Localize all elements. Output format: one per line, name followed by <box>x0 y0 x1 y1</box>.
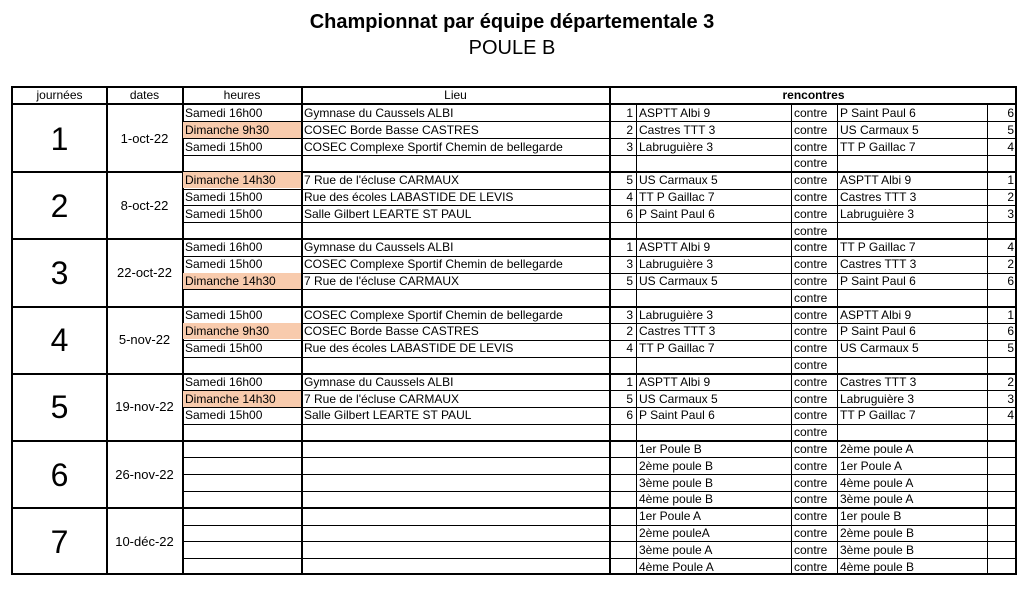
team1-name: Labruguière 3 <box>639 139 714 154</box>
header-lieu: Lieu <box>444 88 467 102</box>
team2-name: Castres TTT 3 <box>840 190 917 204</box>
team2-number: 1 <box>1007 173 1014 188</box>
header-heures: heures <box>223 88 261 102</box>
team1-number: 3 <box>626 307 633 322</box>
match-time: Dimanche 9h30 <box>183 122 301 138</box>
team1-name: 4ème Poule A <box>639 559 714 574</box>
match-time <box>183 559 301 575</box>
match-venue: Rue des écoles LABASTIDE DE LEVIS <box>304 190 514 204</box>
team1-name: 3ème poule B <box>639 475 714 490</box>
team1-number: 6 <box>626 206 633 221</box>
team2-name: P Saint Paul 6 <box>840 324 916 339</box>
team1-name <box>637 424 791 440</box>
team2-number: 6 <box>1007 274 1014 288</box>
team2-number: 3 <box>1007 206 1014 221</box>
match-time <box>183 508 301 524</box>
match-time: Samedi 15h00 <box>185 307 263 322</box>
journee-date: 1-oct-22 <box>120 130 169 146</box>
match-time: Dimanche 9h30 <box>183 323 301 339</box>
contre-label: contre <box>794 257 828 272</box>
contre-label: contre <box>794 358 828 372</box>
header-rencontres: rencontres <box>782 88 845 102</box>
contre-label: contre <box>794 156 828 171</box>
match-time: Samedi 15h00 <box>185 257 263 272</box>
match-time: Dimanche 14h30 <box>183 391 301 407</box>
team2-number: 4 <box>1007 408 1014 423</box>
team2-name <box>838 155 987 171</box>
team1-number: 1 <box>626 374 633 389</box>
contre-label: contre <box>794 509 828 524</box>
team2-name: P Saint Paul 6 <box>840 274 916 288</box>
team2-name: 4ème poule A <box>840 475 914 490</box>
team1-number: 5 <box>626 173 633 188</box>
header-journees: journées <box>36 88 83 102</box>
team2-number <box>988 290 1017 306</box>
team2-name: P Saint Paul 6 <box>840 106 916 120</box>
contre-label: contre <box>794 324 828 339</box>
contre-label: contre <box>794 542 828 557</box>
team2-number: 6 <box>1007 106 1014 120</box>
team1-number <box>610 155 636 171</box>
team1-name: P Saint Paul 6 <box>639 408 715 423</box>
match-venue <box>302 290 609 306</box>
team2-name: 3ème poule A <box>840 492 914 507</box>
team1-name: US Carmaux 5 <box>639 274 718 288</box>
contre-label: contre <box>794 425 828 440</box>
contre-label: contre <box>794 106 828 120</box>
team1-number <box>610 424 636 440</box>
team2-number <box>988 458 1017 474</box>
team2-name: 1er Poule A <box>840 458 903 473</box>
contre-label: contre <box>794 190 828 204</box>
team1-number <box>610 491 636 507</box>
team2-number: 5 <box>1007 341 1014 356</box>
team1-name: US Carmaux 5 <box>639 391 718 406</box>
team2-number <box>988 223 1017 239</box>
team1-name: 1er Poule A <box>639 509 702 524</box>
header-dates: dates <box>129 88 160 102</box>
team1-name: 3ème poule A <box>639 542 713 557</box>
team1-number <box>610 525 636 541</box>
team1-name <box>637 357 791 373</box>
match-venue: COSEC Complexe Sportif Chemin de bellegarde <box>304 257 563 272</box>
match-venue <box>302 559 609 575</box>
contre-label: contre <box>794 223 828 238</box>
team1-number <box>610 559 636 575</box>
match-time: Samedi 15h00 <box>185 341 263 356</box>
contre-label: contre <box>794 122 828 137</box>
team2-name: 4ème poule B <box>840 559 915 574</box>
team2-name: Labruguière 3 <box>840 391 915 406</box>
contre-label: contre <box>794 240 828 255</box>
team2-number: 2 <box>1007 374 1014 389</box>
team2-number: 5 <box>1007 122 1014 137</box>
match-venue <box>302 155 609 171</box>
journee-number: 5 <box>50 389 69 426</box>
team2-number <box>988 475 1017 491</box>
journee-number: 2 <box>50 187 69 224</box>
match-venue: 7 Rue de l'écluse CARMAUX <box>304 391 460 406</box>
team2-name: 2ème poule A <box>840 442 914 456</box>
team2-number: 4 <box>1007 240 1014 255</box>
team1-number <box>610 357 636 373</box>
contre-label: contre <box>794 559 828 574</box>
team1-name: P Saint Paul 6 <box>639 206 715 221</box>
contre-label: contre <box>794 274 828 288</box>
team2-name <box>838 290 987 306</box>
match-venue <box>302 441 609 457</box>
contre-label: contre <box>794 173 828 188</box>
match-time: Samedi 15h00 <box>185 139 263 154</box>
contre-label: contre <box>794 341 828 356</box>
team1-number: 5 <box>626 391 633 406</box>
schedule-table <box>11 86 1017 575</box>
journee-date: 26-nov-22 <box>115 466 174 482</box>
team2-number: 6 <box>1007 324 1014 339</box>
team2-name <box>838 357 987 373</box>
match-venue: Salle Gilbert LEARTE ST PAUL <box>304 206 472 221</box>
team1-number <box>610 458 636 474</box>
team1-number: 4 <box>626 341 633 356</box>
journee-number: 6 <box>50 456 69 493</box>
match-venue: 7 Rue de l'écluse CARMAUX <box>304 274 460 288</box>
team1-number <box>610 475 636 491</box>
team1-name: Labruguière 3 <box>639 307 714 322</box>
team2-number: 2 <box>1007 190 1014 204</box>
match-time: Samedi 15h00 <box>185 408 263 423</box>
team2-name: TT P Gaillac 7 <box>840 408 916 423</box>
match-time: Samedi 16h00 <box>185 374 263 389</box>
contre-label: contre <box>794 526 828 540</box>
match-venue: COSEC Complexe Sportif Chemin de bellegarde <box>304 139 563 154</box>
contre-label: contre <box>794 290 828 305</box>
team1-name: TT P Gaillac 7 <box>639 341 715 356</box>
team2-number <box>988 155 1017 171</box>
match-venue: COSEC Borde Basse CASTRES <box>304 324 479 339</box>
journee-number: 1 <box>50 120 69 157</box>
contre-label: contre <box>794 391 828 406</box>
team2-number <box>988 542 1017 558</box>
journee-number: 3 <box>50 255 69 291</box>
team1-number: 2 <box>626 324 633 339</box>
journee-date: 10-déc-22 <box>115 533 174 549</box>
team2-name: ASPTT Albi 9 <box>840 307 912 322</box>
match-time <box>183 491 301 507</box>
match-time: Dimanche 14h30 <box>183 172 301 188</box>
team1-number: 4 <box>626 190 633 204</box>
team1-number <box>610 223 636 239</box>
match-venue <box>302 458 609 474</box>
match-venue: Rue des écoles LABASTIDE DE LEVIS <box>304 341 514 356</box>
team1-name: Castres TTT 3 <box>639 324 716 339</box>
team2-name: TT P Gaillac 7 <box>840 139 916 154</box>
journee-date: 8-oct-22 <box>120 197 169 213</box>
page-subtitle: POULE B <box>468 37 556 59</box>
contre-label: contre <box>794 307 828 322</box>
team1-name <box>637 290 791 306</box>
page-title: Championnat par équipe départementale 3 <box>309 11 715 33</box>
team2-number: 4 <box>1007 139 1014 154</box>
match-time: Samedi 15h00 <box>185 190 263 204</box>
match-venue <box>302 475 609 491</box>
team2-name: 3ème poule B <box>840 542 915 557</box>
match-venue: Gymnase du Caussels ALBI <box>304 374 454 389</box>
team1-name <box>637 155 791 171</box>
team2-number <box>988 559 1017 575</box>
contre-label: contre <box>794 374 828 389</box>
team2-number <box>988 424 1017 440</box>
match-venue <box>302 223 609 239</box>
team1-name: ASPTT Albi 9 <box>639 374 711 389</box>
match-time <box>183 357 301 373</box>
team1-number <box>610 508 636 524</box>
contre-label: contre <box>794 475 828 490</box>
team1-number <box>610 441 636 457</box>
team2-name: US Carmaux 5 <box>840 341 919 356</box>
journee-date: 19-nov-22 <box>115 399 174 415</box>
contre-label: contre <box>794 492 828 507</box>
match-time <box>183 223 301 239</box>
match-time <box>183 458 301 474</box>
team1-name: 2ème poule B <box>639 458 714 473</box>
team2-name: Castres TTT 3 <box>840 257 917 272</box>
team1-number: 1 <box>626 106 633 120</box>
match-venue: Gymnase du Caussels ALBI <box>304 240 454 255</box>
match-venue: COSEC Borde Basse CASTRES <box>304 122 479 137</box>
team1-name: ASPTT Albi 9 <box>639 240 711 255</box>
contre-label: contre <box>794 139 828 154</box>
team2-name: Castres TTT 3 <box>840 374 917 389</box>
journee-number: 4 <box>50 322 69 359</box>
team1-number: 3 <box>626 139 633 154</box>
journee-date: 22-oct-22 <box>117 265 172 280</box>
team1-number <box>610 542 636 558</box>
match-venue: Salle Gilbert LEARTE ST PAUL <box>304 408 472 423</box>
team2-name: ASPTT Albi 9 <box>840 173 912 188</box>
match-time <box>183 290 301 306</box>
team2-number <box>988 441 1017 457</box>
team1-name: ASPTT Albi 9 <box>639 106 711 120</box>
team1-name: US Carmaux 5 <box>639 173 718 188</box>
team2-number: 3 <box>1007 391 1014 406</box>
match-time: Samedi 16h00 <box>185 240 263 255</box>
team2-name <box>838 223 987 239</box>
team2-number <box>988 508 1017 524</box>
team2-number <box>988 357 1017 373</box>
match-venue: 7 Rue de l'écluse CARMAUX <box>304 173 460 188</box>
match-venue <box>302 491 609 507</box>
match-time <box>183 542 301 558</box>
team1-name <box>637 223 791 239</box>
journee-date: 5-nov-22 <box>118 332 171 348</box>
team2-name: 2ème poule B <box>840 526 915 540</box>
team1-number: 3 <box>626 257 633 272</box>
match-time <box>183 441 301 457</box>
journee-number: 7 <box>50 523 69 560</box>
match-time <box>183 155 301 171</box>
match-venue <box>302 542 609 558</box>
team2-name: US Carmaux 5 <box>840 122 919 137</box>
match-time: Dimanche 14h30 <box>183 273 301 289</box>
team1-name: Labruguière 3 <box>639 257 714 272</box>
team1-name: TT P Gaillac 7 <box>639 190 715 204</box>
match-venue: COSEC Complexe Sportif Chemin de bellegarde <box>304 307 563 322</box>
team2-number <box>988 491 1017 507</box>
team2-number <box>988 525 1017 541</box>
team2-name <box>838 424 987 440</box>
contre-label: contre <box>794 458 828 473</box>
team1-number: 5 <box>626 274 633 288</box>
contre-label: contre <box>794 408 828 423</box>
match-venue: Gymnase du Caussels ALBI <box>304 106 454 120</box>
team1-name: 1er Poule B <box>639 442 702 456</box>
grid-vline <box>106 88 108 573</box>
match-time <box>183 525 301 541</box>
match-venue <box>302 508 609 524</box>
team2-number: 2 <box>1007 257 1014 272</box>
team1-number: 6 <box>626 408 633 423</box>
team1-name: Castres TTT 3 <box>639 122 716 137</box>
team2-number: 1 <box>1007 307 1014 322</box>
contre-label: contre <box>794 206 828 221</box>
team1-number <box>610 290 636 306</box>
match-venue <box>302 357 609 373</box>
team1-number: 2 <box>626 122 633 137</box>
match-time: Samedi 16h00 <box>185 106 263 120</box>
team2-name: Labruguière 3 <box>840 206 915 221</box>
match-time <box>183 424 301 440</box>
team2-name: TT P Gaillac 7 <box>840 240 916 255</box>
team2-name: 1er poule B <box>840 509 902 524</box>
match-venue <box>302 525 609 541</box>
match-time <box>183 475 301 491</box>
match-time: Samedi 15h00 <box>185 206 263 221</box>
team1-name: 2ème pouleA <box>639 526 710 540</box>
team1-name: 4ème poule B <box>639 492 714 507</box>
team1-number: 1 <box>626 240 633 255</box>
contre-label: contre <box>794 442 828 456</box>
match-venue <box>302 424 609 440</box>
